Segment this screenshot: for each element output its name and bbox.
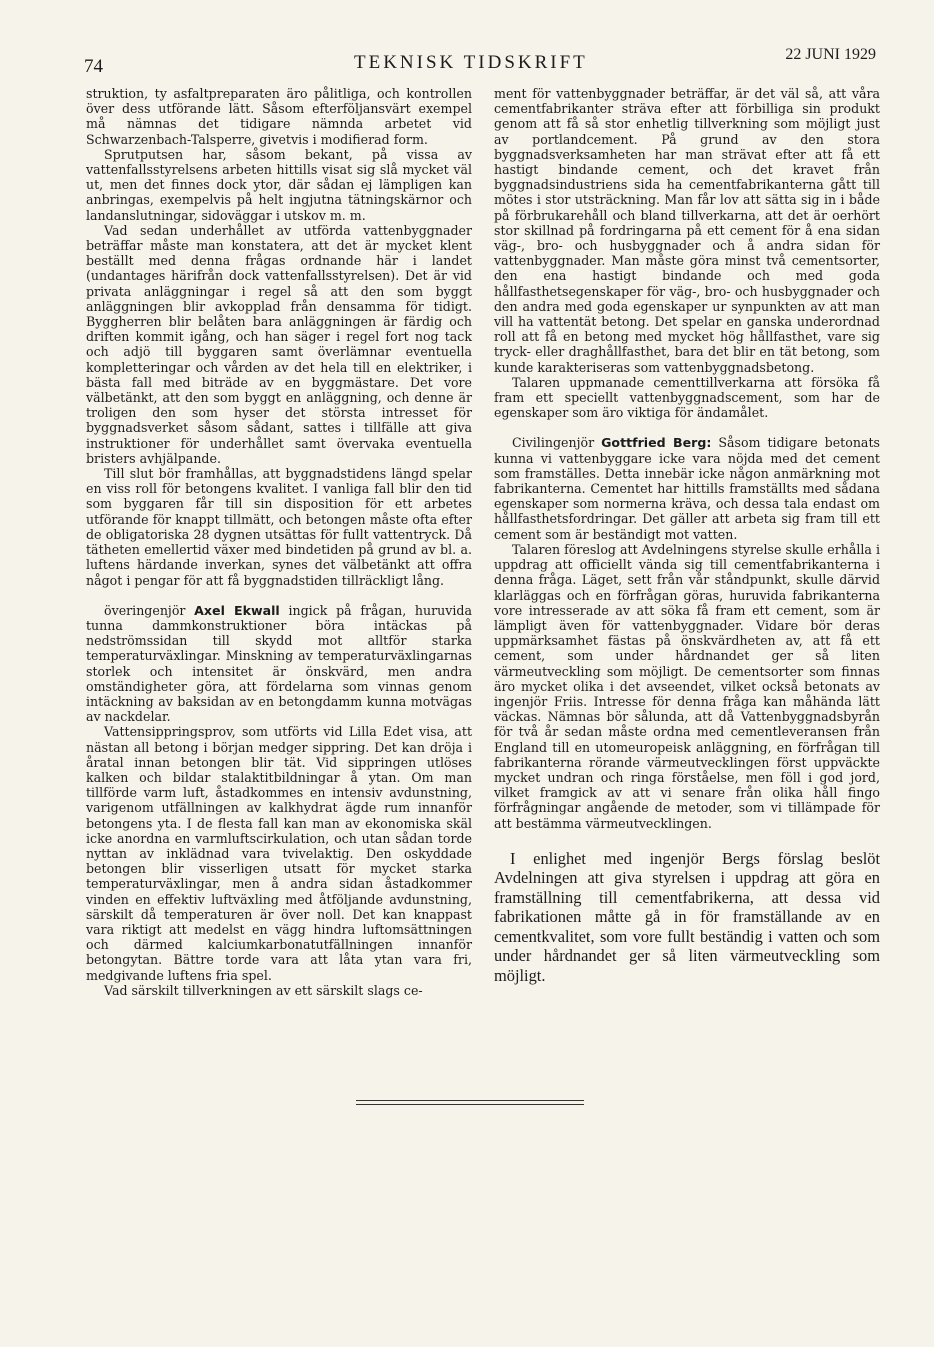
- end-rule: [356, 1100, 584, 1101]
- paragraph: struktion, ty asfaltpreparaten äro pålitliga, och kontrollen över dess utförande lätt. Såsom efterföljansvärt exempel må nämnas det tidigare nämnda arbetet vid Schwarzenbach-Talsperre, givetvis i modifierad form.: [86, 86, 472, 147]
- speaker-paragraph: [86, 603, 472, 725]
- speaker-name: Axel Ekwall: [194, 602, 280, 618]
- page-header: [84, 44, 876, 84]
- speaker-title: Civilingenjör: [512, 435, 595, 451]
- paragraph: Talaren uppmanade cementtillverkarna att försöka få fram ett speciellt vattenbyggnadscement, som har de egenskaper som äro viktiga för ändamålet.: [494, 374, 880, 421]
- speaker-name: Gottfried Berg:: [601, 435, 712, 451]
- speaker-paragraph: [494, 435, 880, 541]
- issue-date: 22 JUNI 1929: [785, 46, 876, 63]
- left-column: [86, 86, 472, 998]
- paragraph: Vattensippringsprov, som utförts vid Lilla Edet visa, att nästan all betong i början medger sippring. Det kan dröja i åratal innan betongen blir tät. Vid sippringen utlöses kalken och bildar stalaktitbildningar å ytan. Om man tillförde varm luft, åstadkommes en intensiv avdunstning, varigenom utfällningen av kalkhydrat ägde rum innanför betongens yta. I de flesta fall kan man av ekonomiska skäl icke anordna en varmluftscirkulation, och utan sådan torde nyttan av inklädnad vara tvivelaktig. Den oskyddade betongen blir visserligen utsatt för mycket starka temperaturväxlingar, men å andra sidan åstadkommer vinden en effektiv luftväxling med åtföljande avdunstning, särskilt då temperaturen är över noll. Det kan knappast vara riktigt att medelst en vägg hindra luftomsättningen och därmed kalciumkarbonatutfällningen innanför betongytan. Bättre torde vara att låta ytan vara fri, medgivande luftens fria spel.: [86, 724, 472, 983]
- right-column: [494, 86, 880, 985]
- paragraph: Sprutputsen har, såsom bekant, på vissa av vattenfallsstyrelsens arbeten hittills visat sig slå mycket väl ut, men det finnes dock ytor, där sådan ej lämpligen kan anbringas, exempelvis på helt ingjutna tätningskärnor och landanslutningar, sidoväggar i utskov m. m.: [86, 146, 472, 223]
- speaker-title: överingenjör: [104, 602, 186, 618]
- speaker-text: Såsom tidigare betonats kunna vi vattenbyggare icke vara nöjda med det cement som framställes. Detta innebär icke någon anmärkning mot fabrikanterna. Cementet har hittills framställts med sådana egenskaper som normerna kräva, och dessa tala endast om hållfasthetsfordringar. Det gäller att arbeta sig fram till ett cement som är beständigt mot vatten.: [494, 435, 880, 542]
- paragraph: ment för vattenbyggnader beträffar, är det väl så, att våra cementfabrikanter sträva efter att förbilliga sin produkt genom att få så stor enhetlig tillverkning som möjligt just av portlandcement. På grund av den stora byggnadsverksamheten har man strävat efter att få ett hastigt bindande cement, och det kravet från byggnadsindustriens sida ha cementfabrikanterna gått till mötes i stor utsträckning. Man får lov att sätta sig in i både på förbrukarehåll och bland tillverkarna, att det är oerhört stor skillnad på fordringarna på ett cement för å ena sidan väg-, bro- och husbyggnader och å andra sidan för vattenbyggnader. Man måste göra minst två cementsorter, den ena hastigt bindande och med goda hållfasthetsegenskaper för väg-, bro- och husbyggnader och den andra med goda egenskaper ur synpunkten av att man vill ha vattentät betong. Det spelar en ganska underordnad roll att få en betong med mycket hög hållfasthet, vare sig tryck- eller draghållfasthet, bara det blir en tät betong, som kunde karakteriseras som vattenbyggnadsbetong.: [494, 86, 880, 375]
- end-rule: [356, 1104, 584, 1105]
- decision-paragraph: I enlighet med ingenjör Bergs förslag beslöt Avdelningen att giva styrelsen i uppdrag att göra en framställning till cementfabrikerna, att dessa vid fabrikationen måtte gå in för framställande av en cementkvalitet, som vore fullt beständig i vatten och som under hårdnandet ger så liten värmeutveckling som möjligt.: [494, 848, 880, 985]
- paragraph: Till slut bör framhållas, att byggnadstidens längd spelar en viss roll för betongens kvalitet. I vanliga fall blir den tid som byggaren får till sin disposition för ett arbetes utförande för knappt tillmätt, och betongen måste ofta efter de obligatoriska 28 dygnen utsättas för fullt vattentryck. Då tätheten emellertid växer med bindetiden på grund av bl. a. luftens härdande inverkan, synes det välbetänkt att offra något i pengar för att få byggnadstiden tillräckligt lång.: [86, 466, 472, 588]
- journal-title: TEKNISK TIDSKRIFT: [354, 52, 588, 73]
- page-number: 74: [84, 56, 103, 77]
- paragraph: Talaren föreslog att Avdelningens styrelse skulle erhålla i uppdrag att officiellt vända sig till cementfabrikanterna i denna fråga. Läget, sett från vår ståndpunkt, skulle därvid klarläggas och en förfrågan göras, huruvida fabrikanterna vore intresserade av att söka få fram ett cement, som är lämpligt även för vattenbyggnader. Vidare bör deras uppmärksamhet fästas på önskvärdheten av, att få ett cement, som under hårdnandet ger så liten värmeutveckling som möjligt. De cementsorter som finnas äro mycket olika i det avseendet, vilket också betonats av ingenjör Friis. Intresse för denna fråga kan måhända lätt väckas. Nämnas bör sålunda, att då Vattenbyggnadsbyrån för två år sedan måste ordna med cementleveransen från England till en utomeuropeisk anläggning, en förfrågan till fabrikanterna rörande värmeutvecklingen först uppväckte mycket undran och ringa förståelse, men föll i god jord, vilket framgick av att vi senare från olika håll fingo förfrågningar angående de metoder, som vi tillämpade för att bestämma värmeutvecklingen.: [494, 541, 880, 831]
- speaker-text: ingick på frågan, huruvida tunna dammkonstruktioner böra intäckas på nedströmssidan till skydd mot alltför starka temperaturväxlingar. Minskning av temperaturväxlingarnas storlek och intensitet är önskvärd, men andra omständigheter göra, att fördelarna som vinnas genom intäckning av baksidan av en betongdamm kunna motvägas av nackdelar.: [86, 602, 472, 725]
- paragraph: Vad särskilt tillverkningen av ett särskilt slags ce-: [104, 982, 423, 998]
- paragraph: Vad sedan underhållet av utförda vattenbyggnader beträffar måste man konstatera, att det är mycket klent beställt med denna frågas ordnande här i landet (undantages härifrån dock vattenfallsstyrelsen). Det är vid privata anläggningar i regel så att den som byggt anläggningen blir avkopplad från densamma för tidigt. Byggherren blir belåten bara anläggningen är färdig och driften kommit igång, och han säger i regel fort nog tack och adjö till byggaren samt överlämnar eventuella kompletteringar och vården av det hela till en elektriker, i bästa fall med biträde av en byggmästare. Det vore välbetänkt, att den som byggt en anläggning, och denne är troligen den som hyser det största intresset för byggnadsverket såsom sådant, sattes i tillfälle att giva instruktioner för underhållet samt övervaka eventuella bristers avhjälpande.: [86, 222, 472, 466]
